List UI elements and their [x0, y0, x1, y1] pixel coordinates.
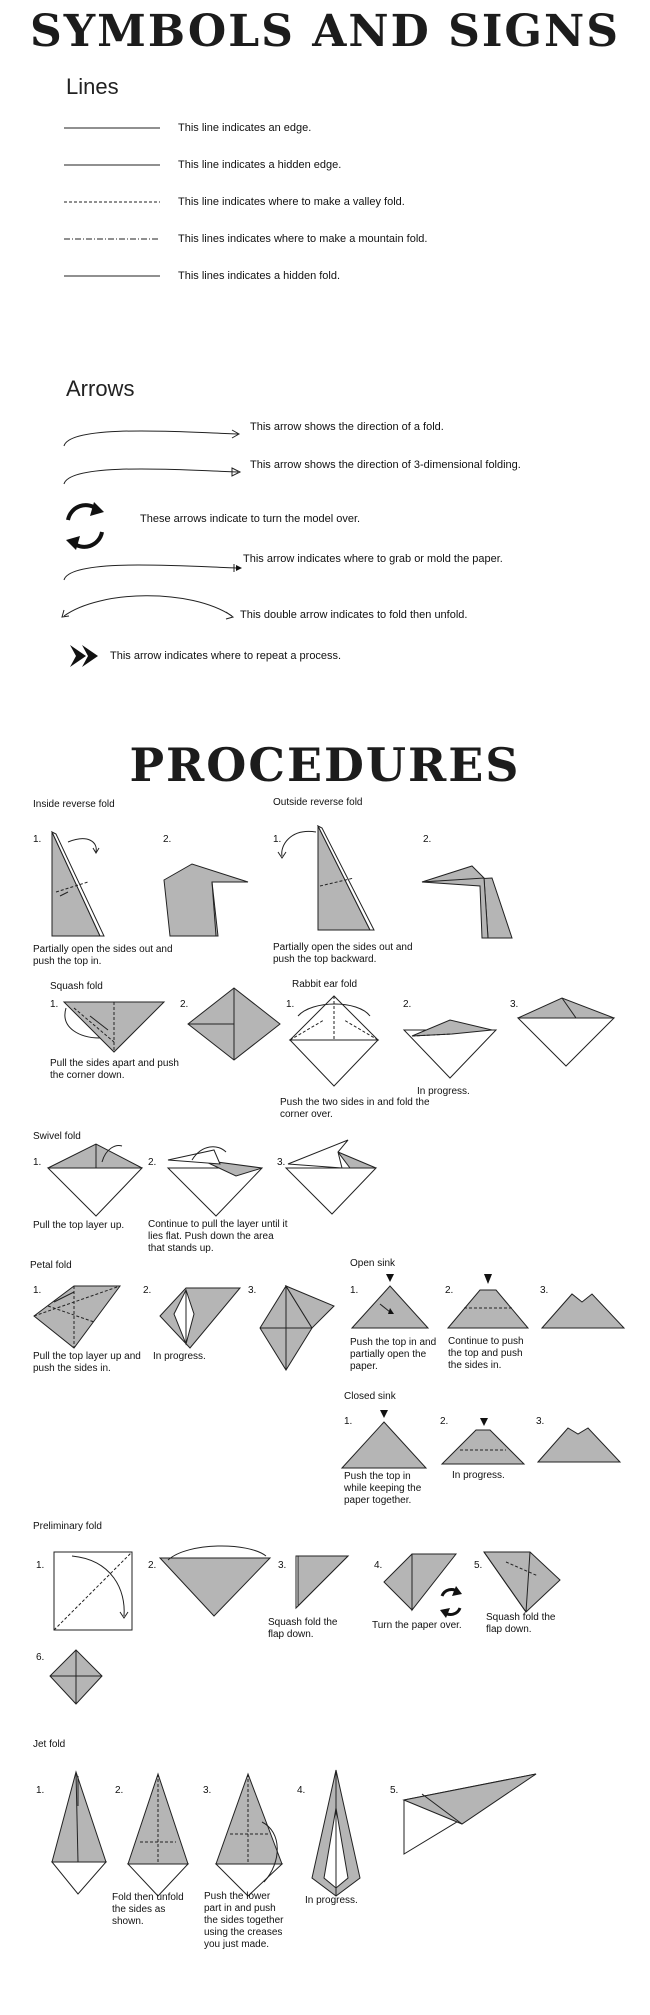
- squash-title: Squash fold: [50, 981, 103, 992]
- closed-sink-step1-figure: [340, 1404, 430, 1474]
- jet-caption3: Push the lower part in and push the sides together using the creases you just made.: [204, 1891, 284, 1950]
- preliminary-caption4: Turn the paper over.: [372, 1620, 462, 1631]
- three-d-fold-arrow: [64, 469, 238, 484]
- preliminary-step2-figure: [158, 1548, 278, 1628]
- arrow-desc-2: This arrow shows the direction of 3-dimensional folding.: [250, 459, 521, 471]
- jet-title: Jet fold: [33, 1739, 66, 1750]
- open-sink-step1-num: 1.: [350, 1285, 359, 1296]
- open-sink-step3-num: 3.: [540, 1285, 549, 1296]
- jet-step1-num: 1.: [36, 1785, 45, 1796]
- rabbit-ear-caption2: In progress.: [417, 1086, 470, 1097]
- outside-reverse-step1-num: 1.: [273, 834, 282, 845]
- open-sink-step2-figure: [444, 1274, 534, 1334]
- swivel-caption2: Continue to pull the layer until it lies flat. Push down the area that stands up.: [148, 1219, 288, 1254]
- rabbit-ear-caption1: Push the two sides in and fold the corner over.: [280, 1097, 430, 1120]
- arrow-desc-4: This arrow indicates where to grab or mold the paper.: [243, 553, 503, 565]
- line-desc-4: This lines indicates where to make a mountain fold.: [178, 233, 428, 245]
- swivel-step1-figure: [46, 1140, 146, 1220]
- lines-heading: Lines: [66, 74, 119, 99]
- closed-sink-step3-figure: [536, 1416, 626, 1466]
- jet-step4-num: 4.: [297, 1785, 306, 1796]
- preliminary-step3-num: 3.: [278, 1560, 287, 1571]
- open-sink-caption1: Push the top in and partially open the paper.: [350, 1337, 437, 1372]
- inside-reverse-step1-num: 1.: [33, 834, 42, 845]
- inside-reverse-step2-figure: [162, 860, 252, 940]
- preliminary-step1-figure: [52, 1550, 136, 1634]
- turn-over-arrows-icon: [66, 502, 104, 550]
- jet-step5-num: 5.: [390, 1785, 399, 1796]
- outside-reverse-step1-figure: [270, 826, 380, 936]
- fold-direction-arrow: [64, 431, 238, 446]
- inside-reverse-caption: Partially open the sides out and push the top in.: [33, 944, 173, 967]
- rabbit-ear-title: Rabbit ear fold: [292, 979, 358, 990]
- arrow-desc-1: This arrow shows the direction of a fold.: [250, 421, 444, 433]
- petal-step2-num: 2.: [143, 1285, 152, 1296]
- jet-step1-figure: [50, 1770, 110, 1900]
- rabbit-ear-step2-num: 2.: [403, 999, 412, 1010]
- jet-step4-figure: [306, 1768, 366, 1908]
- closed-sink-step2-num: 2.: [440, 1416, 449, 1427]
- repeat-arrow-icon: [70, 645, 98, 667]
- preliminary-title: Preliminary fold: [33, 1521, 102, 1532]
- preliminary-step3-figure: [294, 1554, 354, 1614]
- rabbit-ear-step2-figure: [402, 1016, 502, 1096]
- arrow-desc-3: These arrows indicate to turn the model over.: [140, 513, 361, 525]
- open-sink-step3-figure: [540, 1284, 630, 1334]
- preliminary-step6-num: 6.: [36, 1652, 45, 1663]
- squash-step1-figure: [60, 998, 170, 1058]
- swivel-step2-figure: [162, 1140, 272, 1220]
- closed-sink-title: Closed sink: [344, 1391, 396, 1402]
- line-desc-2: This line indicates a hidden edge.: [178, 159, 342, 171]
- outside-reverse-caption: Partially open the sides out and push the top backward.: [273, 942, 413, 965]
- arrow-samples: [60, 420, 260, 680]
- preliminary-step5-num: 5.: [474, 1560, 483, 1571]
- preliminary-step1-num: 1.: [36, 1560, 45, 1571]
- open-sink-step2-num: 2.: [445, 1285, 454, 1296]
- petal-step1-num: 1.: [33, 1285, 42, 1296]
- swivel-caption1: Pull the top layer up.: [33, 1220, 125, 1231]
- rabbit-ear-step3-num: 3.: [510, 999, 519, 1010]
- preliminary-caption5: Squash fold the flap down.: [486, 1612, 556, 1635]
- jet-step2-figure: [124, 1772, 194, 1902]
- petal-step1-figure: [30, 1284, 130, 1354]
- jet-step5-figure: [402, 1770, 542, 1860]
- open-sink-step1-figure: [350, 1274, 430, 1334]
- closed-sink-step1-num: 1.: [344, 1416, 353, 1427]
- rabbit-ear-step1-num: 1.: [286, 999, 295, 1010]
- swivel-step1-num: 1.: [33, 1157, 42, 1168]
- jet-step3-figure: [212, 1772, 302, 1902]
- petal-step3-figure: [256, 1284, 346, 1374]
- preliminary-step2-num: 2.: [148, 1560, 157, 1571]
- preliminary-step4-figure: [382, 1552, 482, 1622]
- jet-step2-num: 2.: [115, 1785, 124, 1796]
- inside-reverse-step2-num: 2.: [163, 834, 172, 845]
- title-symbols-and-signs: SYMBOLS AND SIGNS: [29, 6, 620, 57]
- petal-step3-num: 3.: [248, 1285, 257, 1296]
- rabbit-ear-step3-figure: [516, 994, 620, 1074]
- swivel-step3-num: 3.: [277, 1157, 286, 1168]
- swivel-title: Swivel fold: [33, 1131, 81, 1142]
- fold-unfold-double-arrow: [64, 596, 232, 616]
- swivel-step2-num: 2.: [148, 1157, 157, 1168]
- line-desc-5: This lines indicates a hidden fold.: [178, 270, 341, 282]
- line-desc-1: This line indicates an edge.: [178, 122, 312, 134]
- preliminary-caption3: Squash fold the flap down.: [268, 1617, 338, 1640]
- petal-title: Petal fold: [30, 1260, 72, 1271]
- turn-over-arrows-icon: [440, 1586, 462, 1618]
- arrow-desc-5: This double arrow indicates to fold then unfold.: [240, 609, 468, 621]
- swivel-step3-figure: [282, 1138, 382, 1218]
- petal-caption2: In progress.: [153, 1351, 206, 1362]
- closed-sink-step2-figure: [440, 1410, 530, 1470]
- preliminary-step4-num: 4.: [374, 1560, 383, 1571]
- closed-sink-step3-num: 3.: [536, 1416, 545, 1427]
- squash-step1-num: 1.: [50, 999, 59, 1010]
- petal-step2-figure: [156, 1284, 246, 1354]
- arrow-desc-6: This arrow indicates where to repeat a process.: [110, 650, 342, 662]
- line-samples: [64, 120, 164, 290]
- rabbit-ear-step1-figure: [288, 994, 388, 1094]
- squash-caption: Pull the sides apart and push the corner down.: [50, 1058, 179, 1081]
- outside-reverse-title: Outside reverse fold: [273, 797, 363, 808]
- open-sink-title: Open sink: [350, 1258, 396, 1269]
- arrows-heading: Arrows: [66, 376, 135, 401]
- preliminary-step6-figure: [50, 1648, 110, 1708]
- squash-step2-num: 2.: [180, 999, 189, 1010]
- squash-step2-figure: [186, 986, 286, 1062]
- jet-caption4: In progress.: [305, 1895, 358, 1906]
- jet-caption2: Fold then unfold the sides as shown.: [112, 1892, 184, 1927]
- title-procedures: PROCEDURES: [129, 738, 521, 792]
- inside-reverse-title: Inside reverse fold: [33, 799, 115, 810]
- inside-reverse-step1-figure: [48, 832, 118, 942]
- jet-step3-num: 3.: [203, 1785, 212, 1796]
- closed-sink-caption2: In progress.: [452, 1470, 505, 1481]
- outside-reverse-step2-figure: [422, 864, 522, 944]
- grab-arrow: [64, 565, 236, 580]
- line-desc-3: This line indicates where to make a valley fold.: [178, 196, 405, 208]
- open-sink-caption2: Continue to push the top and push the sides in.: [448, 1336, 524, 1371]
- closed-sink-caption1: Push the top in while keeping the paper together.: [344, 1471, 422, 1506]
- outside-reverse-step2-num: 2.: [423, 834, 432, 845]
- petal-caption1: Pull the top layer up and push the sides in.: [33, 1351, 141, 1374]
- preliminary-step5-figure: [476, 1548, 566, 1618]
